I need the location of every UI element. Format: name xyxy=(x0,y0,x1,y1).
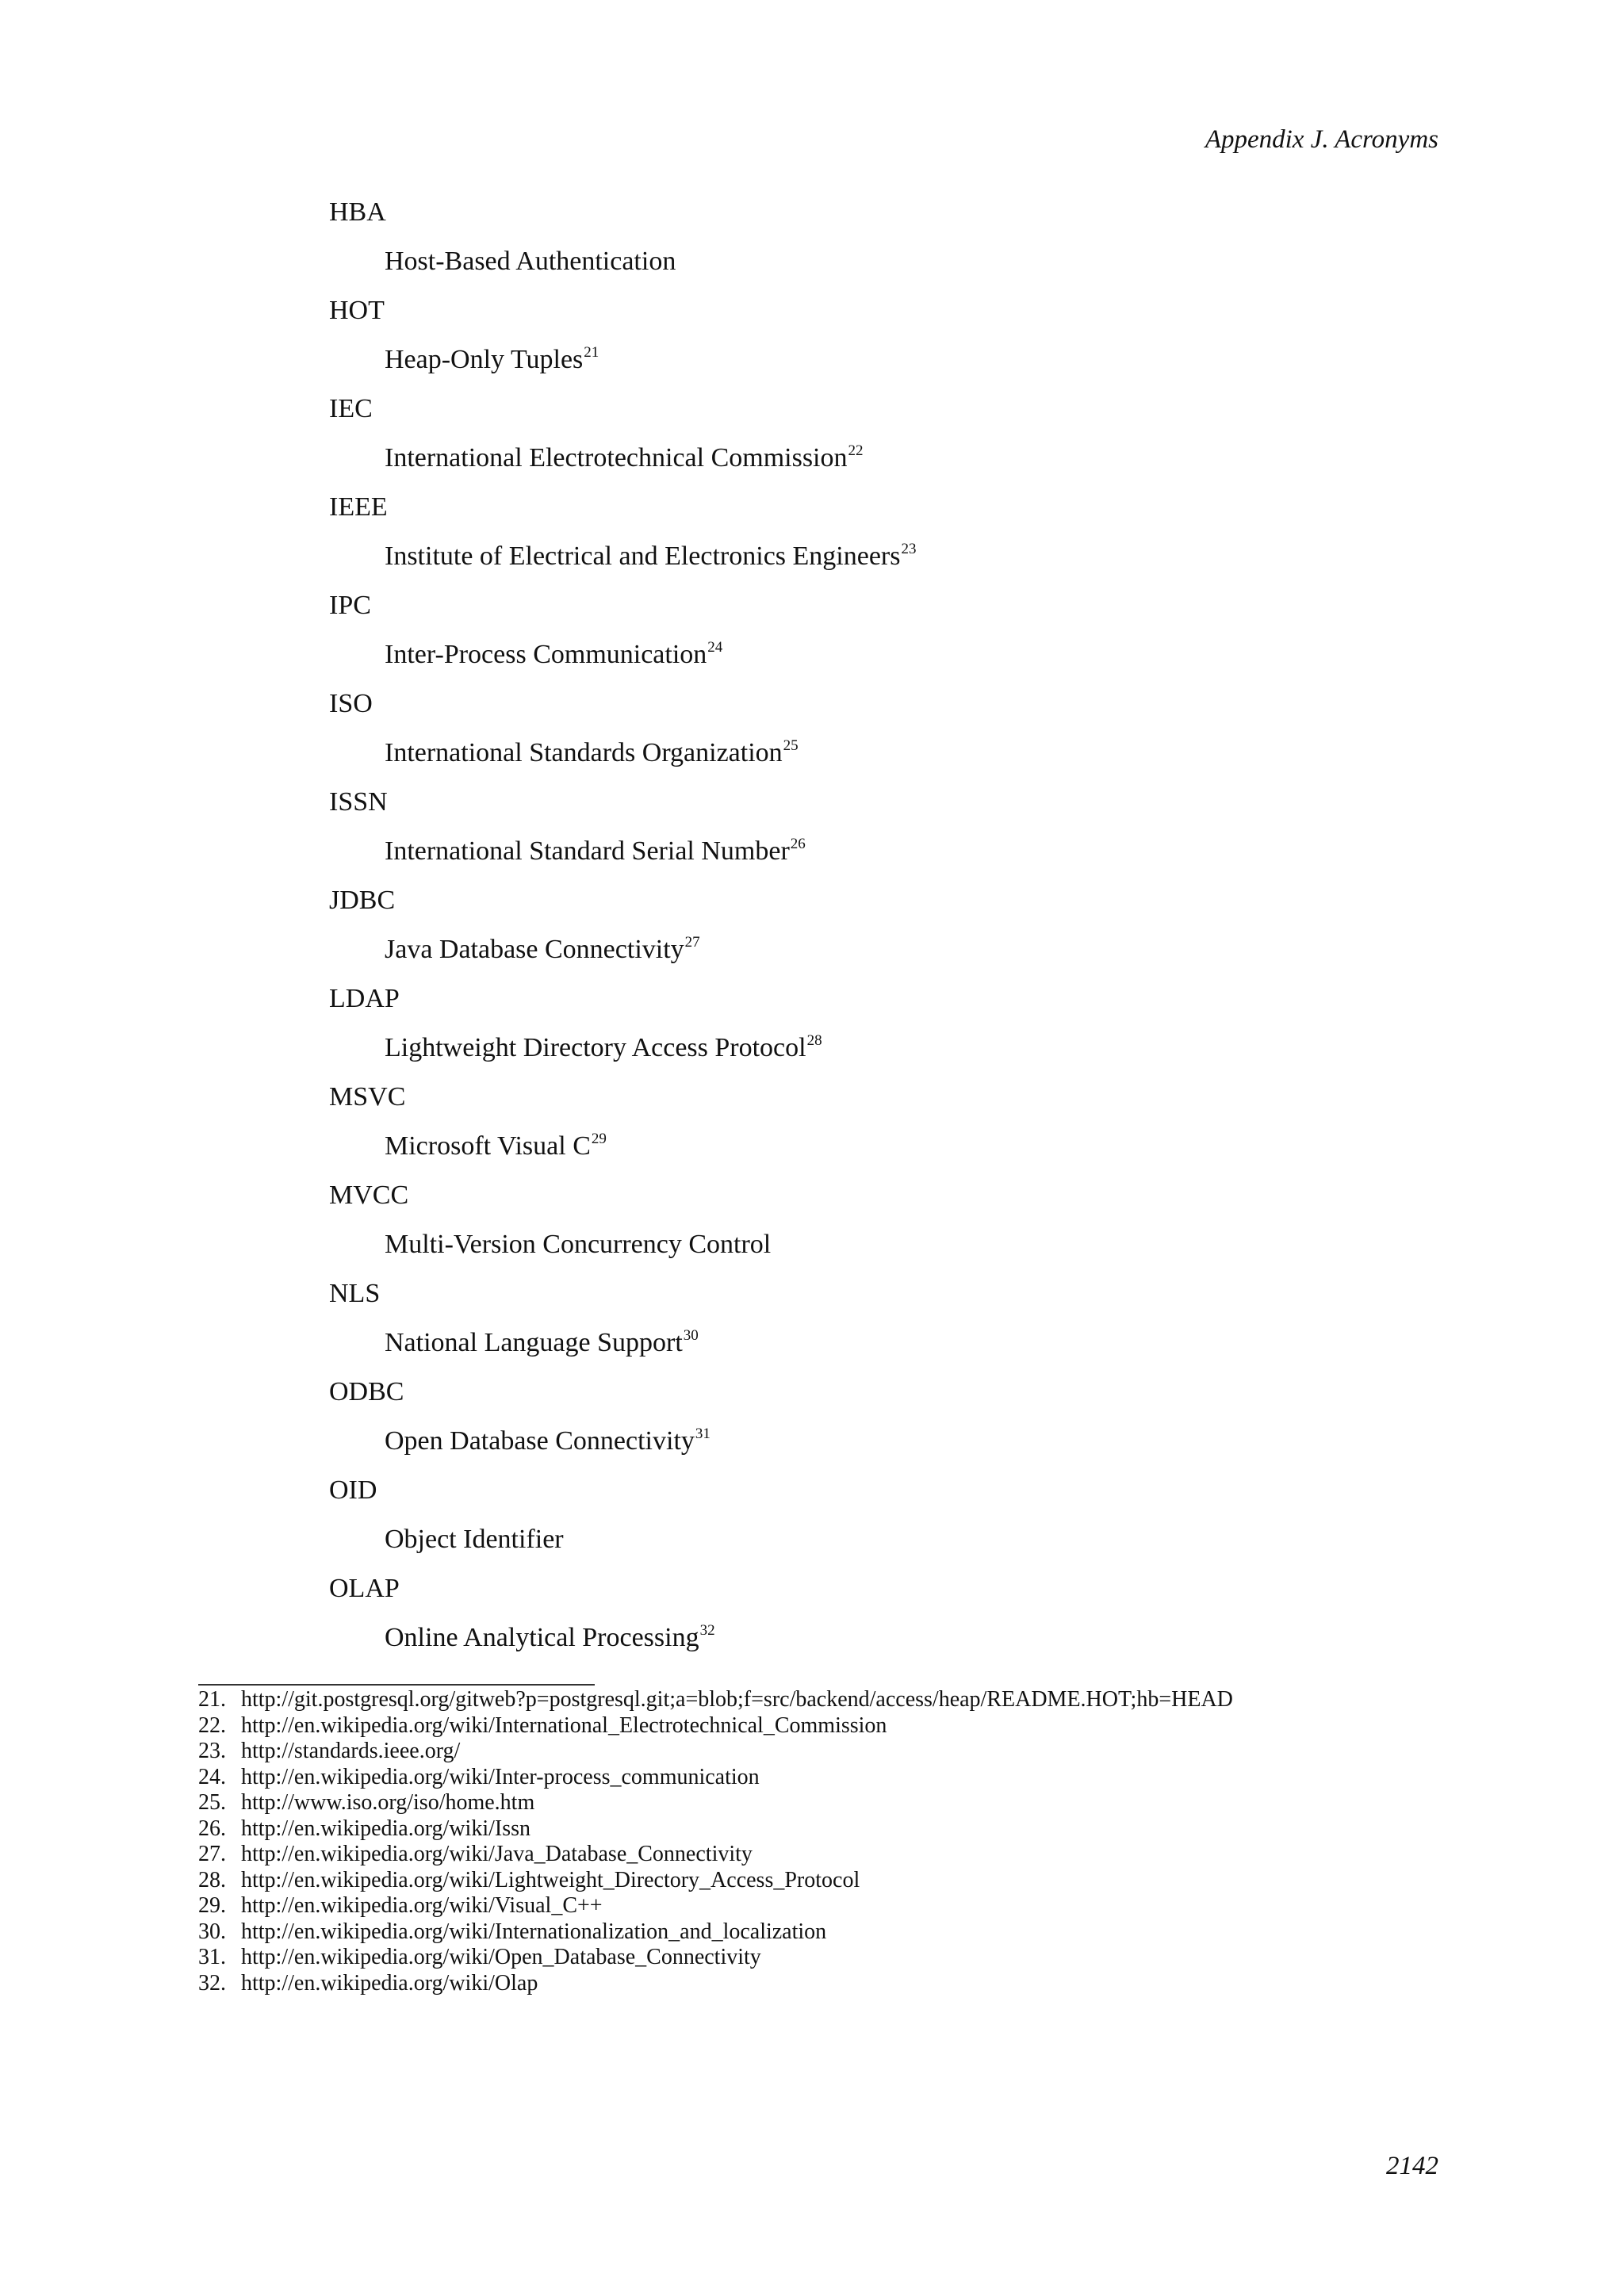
definition-text: National Language Support xyxy=(385,1328,683,1357)
footnote-ref[interactable]: 24 xyxy=(707,639,723,656)
footnote-ref[interactable]: 21 xyxy=(584,344,599,361)
footnote-number: 25. xyxy=(198,1790,226,1815)
acronym-term: LDAP xyxy=(329,984,400,1013)
acronym-term: OLAP xyxy=(329,1574,400,1603)
acronym-definition xyxy=(385,832,1439,882)
acronym-definition xyxy=(385,636,1439,685)
footnote-url[interactable]: http://en.wikipedia.org/wiki/Java_Database_Connectivity xyxy=(241,1842,753,1866)
footnote xyxy=(198,1842,1435,1868)
footnote xyxy=(198,1971,1435,1997)
acronym-term: HOT xyxy=(329,296,385,325)
acronym-definition xyxy=(385,931,1439,980)
footnote-url[interactable]: http://git.postgresql.org/gitweb?p=postgresql.git;a=blob;f=src/backend/access/heap/README.HOT;hb=HEAD xyxy=(241,1687,1233,1712)
footnote xyxy=(198,1790,1435,1816)
footnote xyxy=(198,1893,1435,1919)
footnote-ref[interactable]: 31 xyxy=(695,1425,710,1442)
acronym-definition xyxy=(385,1029,1439,1078)
footnote-url[interactable]: http://standards.ieee.org/ xyxy=(241,1739,461,1763)
acronym-term: MSVC xyxy=(329,1082,406,1112)
footnote-ref[interactable]: 29 xyxy=(591,1131,607,1147)
footnote-number: 31. xyxy=(198,1945,226,1969)
footnote-ref[interactable]: 27 xyxy=(684,934,700,951)
page-number: 2142 xyxy=(1386,2152,1438,2180)
footnote-number: 28. xyxy=(198,1867,226,1892)
footnote xyxy=(198,1816,1435,1843)
acronym-term: IEEE xyxy=(329,492,388,522)
footnote xyxy=(198,1868,1435,1894)
acronym-term: ODBC xyxy=(329,1377,404,1406)
footnote-number: 21. xyxy=(198,1687,226,1712)
definition-text: Object Identifier xyxy=(385,1525,564,1554)
definition-text: International Electrotechnical Commission xyxy=(385,443,848,473)
footnote-ref[interactable]: 26 xyxy=(790,836,806,852)
acronym-list xyxy=(329,193,1439,1668)
definition-text: International Standards Organization xyxy=(385,738,783,767)
footnote-ref[interactable]: 25 xyxy=(783,737,799,754)
acronym-definition xyxy=(385,1127,1439,1177)
footnote xyxy=(198,1945,1435,1971)
footnote-ref[interactable]: 23 xyxy=(901,541,917,557)
footnote-url[interactable]: http://en.wikipedia.org/wiki/Lightweight_Directory_Access_Protocol xyxy=(241,1867,860,1892)
footnote xyxy=(198,1739,1435,1765)
acronym-definition xyxy=(385,734,1439,783)
footnote-url[interactable]: http://en.wikipedia.org/wiki/Internationalization_and_localization xyxy=(241,1919,827,1944)
footnote-url[interactable]: http://en.wikipedia.org/wiki/Open_Database_Connectivity xyxy=(241,1945,761,1969)
acronym-definition xyxy=(385,1226,1439,1275)
definition-text: Institute of Electrical and Electronics Engineers xyxy=(385,541,901,571)
acronym-definition xyxy=(385,243,1439,292)
acronym-term: ISO xyxy=(329,689,373,718)
definition-text: International Standard Serial Number xyxy=(385,836,790,866)
definition-text: Multi-Version Concurrency Control xyxy=(385,1230,772,1259)
footnote-number: 24. xyxy=(198,1764,226,1789)
footnote-number: 26. xyxy=(198,1816,226,1841)
footnote-number: 29. xyxy=(198,1893,226,1918)
footnote-number: 30. xyxy=(198,1919,226,1944)
acronym-definition xyxy=(385,341,1439,390)
footnote-ref[interactable]: 30 xyxy=(683,1327,699,1344)
footnote-url[interactable]: http://en.wikipedia.org/wiki/Issn xyxy=(241,1816,531,1841)
acronym-definition xyxy=(385,1422,1439,1471)
definition-text: Host-Based Authentication xyxy=(385,247,676,276)
footnote-url[interactable]: http://en.wikipedia.org/wiki/Inter-process_communication xyxy=(241,1764,760,1789)
acronym-term: JDBC xyxy=(329,886,396,915)
running-header: Appendix J. Acronyms xyxy=(1205,125,1438,154)
acronym-term: IPC xyxy=(329,591,371,620)
definition-text: Lightweight Directory Access Protocol xyxy=(385,1033,806,1062)
definition-text: Inter-Process Communication xyxy=(385,640,707,669)
definition-text: Heap-Only Tuples xyxy=(385,345,584,374)
footnote-list xyxy=(198,1687,1435,1996)
acronym-definition xyxy=(385,1619,1439,1668)
footnote xyxy=(198,1765,1435,1791)
footnote-number: 32. xyxy=(198,1970,226,1996)
footnote-url[interactable]: http://en.wikipedia.org/wiki/Olap xyxy=(241,1970,538,1996)
acronym-term: IEC xyxy=(329,394,373,423)
footnote-divider xyxy=(198,1684,595,1686)
acronym-definition xyxy=(385,439,1439,488)
footnote-number: 27. xyxy=(198,1842,226,1866)
acronym-term: HBA xyxy=(329,197,386,227)
definition-text: Microsoft Visual C xyxy=(385,1131,591,1161)
definition-text: Open Database Connectivity xyxy=(385,1426,695,1456)
acronym-term: NLS xyxy=(329,1279,381,1308)
footnote-number: 22. xyxy=(198,1712,226,1738)
footnote xyxy=(198,1687,1435,1713)
footnote xyxy=(198,1919,1435,1946)
acronym-term: MVCC xyxy=(329,1181,409,1210)
acronym-term: ISSN xyxy=(329,787,388,817)
footnote-url[interactable]: http://www.iso.org/iso/home.htm xyxy=(241,1790,535,1815)
footnote-ref[interactable]: 28 xyxy=(806,1032,822,1049)
footnote-url[interactable]: http://en.wikipedia.org/wiki/International_Electrotechnical_Commission xyxy=(241,1712,887,1738)
footnote xyxy=(198,1713,1435,1739)
footnote-ref[interactable]: 32 xyxy=(699,1622,715,1639)
acronym-definition xyxy=(385,1324,1439,1373)
acronym-definition xyxy=(385,538,1439,587)
definition-text: Online Analytical Processing xyxy=(385,1623,699,1652)
definition-text: Java Database Connectivity xyxy=(385,935,684,964)
footnote-url[interactable]: http://en.wikipedia.org/wiki/Visual_C++ xyxy=(241,1893,603,1918)
footnote-number: 23. xyxy=(198,1739,226,1763)
acronym-definition xyxy=(385,1521,1439,1570)
acronym-term: OID xyxy=(329,1475,377,1505)
footnote-ref[interactable]: 22 xyxy=(848,442,864,459)
